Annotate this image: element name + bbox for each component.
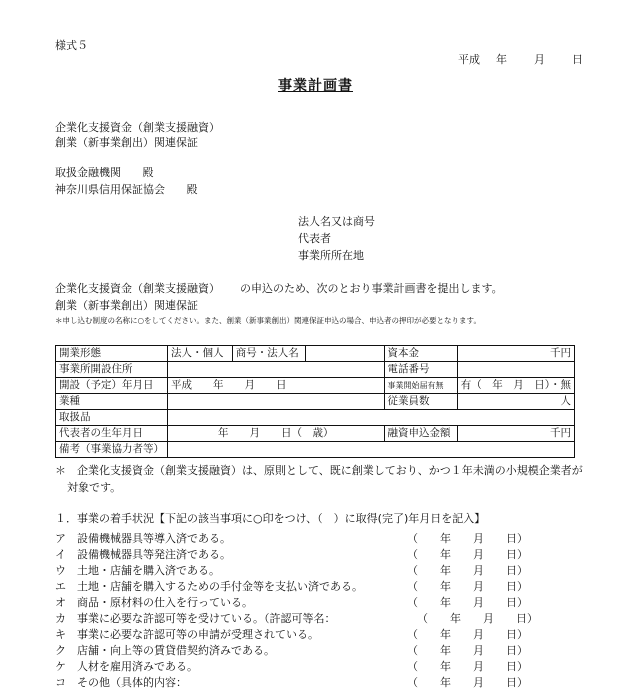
table-row	[56, 426, 575, 442]
status-item[interactable]	[55, 674, 575, 690]
date-year: 年	[496, 53, 507, 66]
status-key: ク	[55, 644, 66, 657]
status-key: イ	[55, 548, 66, 561]
status-text: 店舗・向上等の賃貸借契約済みである。	[77, 644, 275, 657]
opening-date-field[interactable]: 平成 年 月 日	[168, 378, 385, 394]
status-item[interactable]	[55, 658, 575, 674]
status-date-field[interactable]: （ 年 月 日）	[407, 532, 528, 545]
status-date-field[interactable]: （ 年 月 日）	[407, 660, 528, 673]
date-day: 日	[572, 53, 583, 66]
addressee-honorific: 殿	[186, 183, 198, 196]
program-line-2: 創業（新事業創出）関連保証	[55, 136, 198, 149]
products-label: 取扱品	[56, 410, 168, 426]
table-row	[56, 410, 575, 426]
date-header	[458, 54, 583, 65]
addressee-org: 取扱金融機関	[55, 166, 121, 179]
date-era: 平成	[458, 53, 480, 66]
status-text: 設備機械器具等発注済である。	[77, 548, 231, 561]
status-key: ウ	[55, 564, 66, 577]
start-notice-field[interactable]: 有（ 年 月 日）・無	[457, 378, 574, 394]
status-text: その他（具体的内容：	[77, 676, 187, 689]
office-address-field[interactable]	[168, 362, 385, 378]
status-key: ケ	[55, 660, 66, 673]
rep-dob-label: 代表者の生年月日	[56, 426, 168, 442]
status-text: 設備機械器具等導入済である。	[77, 532, 231, 545]
status-text: 事業に必要な許認可等の申請が受理されている。	[77, 628, 319, 641]
status-item[interactable]	[55, 642, 575, 658]
business-type-option-entity[interactable]: 法人・個人	[168, 346, 233, 362]
office-address-label: 事業所開設住所	[56, 362, 168, 378]
industry-label: 業種	[56, 394, 168, 410]
intro-line-2: 創業（新事業創出）関連保証	[55, 299, 198, 312]
status-date-field[interactable]: （ 年 月 日）	[407, 644, 528, 657]
status-key: キ	[55, 628, 66, 641]
business-type-value-field[interactable]	[305, 346, 384, 362]
capital-label: 資本金	[384, 346, 457, 362]
remarks-label: 備考（事業協力者等）	[56, 442, 168, 458]
applicant-address-label: 事業所所在地	[298, 249, 364, 262]
status-date-field[interactable]: （ 年 月 日）	[407, 628, 528, 641]
status-date-field[interactable]: （ 年 月 日）	[407, 564, 528, 577]
footnote-line-1: ＊ 企業化支援資金（創業支援融資）は、原則として、既に創業しており、かつ１年未満の小規模企業者が	[55, 464, 583, 477]
loan-amount-unit: 千円	[550, 427, 571, 439]
status-item[interactable]	[55, 562, 575, 578]
status-date-field[interactable]: （ 年 月 日）	[417, 612, 538, 625]
form-number: 様式５	[55, 39, 88, 52]
status-item[interactable]	[55, 610, 575, 626]
status-date-field[interactable]: （ 年 月 日）	[407, 580, 528, 593]
status-text: 土地・店舗を購入済である。	[77, 564, 220, 577]
employees-field[interactable]	[457, 394, 574, 410]
status-text: 事業に必要な許認可等を受けている。（許認可等名：	[77, 612, 336, 625]
page-title: 事業計画書	[278, 78, 353, 94]
business-type-label: 開業形態	[56, 346, 168, 362]
start-notice-label: 事業開始届有無	[384, 378, 457, 394]
status-item[interactable]	[55, 594, 575, 610]
table-row	[56, 346, 575, 362]
program-line-1: 企業化支援資金（創業支援融資）	[55, 121, 220, 134]
status-item[interactable]	[55, 578, 575, 594]
addressee-guarantee-assoc	[55, 184, 198, 195]
status-text: 人材を雇用済みである。	[77, 660, 198, 673]
remarks-field[interactable]	[168, 442, 575, 458]
phone-field[interactable]	[457, 362, 574, 378]
status-date-field[interactable]: （ 年 月 日）	[407, 596, 528, 609]
addressee-org: 神奈川県信用保証協会	[55, 183, 165, 196]
section-heading: １．事業の着手状況【下記の該当事項に○印をつけ、（ ）に取得(完了)年月日を記入】	[55, 512, 486, 525]
status-key: エ	[55, 580, 66, 593]
status-item[interactable]	[55, 546, 575, 562]
table-row	[56, 362, 575, 378]
status-key: オ	[55, 596, 66, 609]
intro-note: ＊申し込む制度の名称に○をしてください。また、創業（新事業創出）関連保証申込の場合、申込者の押印が必要となります。	[55, 316, 481, 325]
capital-field[interactable]	[457, 346, 574, 362]
loan-amount-label: 融資申込金額	[384, 426, 457, 442]
business-type-option-tradename[interactable]: 商号・法人名	[232, 346, 305, 362]
applicant-name-label: 法人名又は商号	[298, 215, 375, 228]
date-month: 月	[534, 53, 545, 66]
products-field[interactable]	[168, 410, 575, 426]
status-key: ア	[55, 532, 66, 545]
table-row	[56, 378, 575, 394]
status-date-field[interactable]: （ 年 月 日）	[407, 548, 528, 561]
employees-label: 従業員数	[384, 394, 457, 410]
status-key: カ	[55, 612, 66, 625]
table-row	[56, 442, 575, 458]
employees-unit: 人	[560, 395, 571, 407]
applicant-rep-label: 代表者	[298, 232, 331, 245]
loan-amount-field[interactable]	[457, 426, 574, 442]
opening-date-label: 開設（予定）年月日	[56, 378, 168, 394]
addressee-bank	[55, 167, 154, 178]
status-text: 商品・原材料の仕入を行っている。	[77, 596, 253, 609]
status-item[interactable]	[55, 530, 575, 546]
intro-line-1: 企業化支援資金（創業支援融資）	[55, 282, 220, 295]
intro-suffix: の申込のため、次のとおり事業計画書を提出します。	[240, 282, 503, 295]
business-info-table	[55, 345, 575, 458]
addressee-honorific: 殿	[142, 166, 154, 179]
status-item[interactable]	[55, 626, 575, 642]
table-row	[56, 394, 575, 410]
phone-label: 電話番号	[384, 362, 457, 378]
status-text: 土地・店舗を購入するための手付金等を支払い済である。	[77, 580, 363, 593]
rep-dob-field[interactable]: 年 月 日（ 歳）	[168, 426, 385, 442]
footnote-line-2: 対象です。	[67, 481, 122, 494]
industry-field[interactable]	[168, 394, 385, 410]
status-date-field[interactable]: （ 年 月 日）	[407, 676, 528, 689]
status-key: コ	[55, 676, 66, 689]
capital-unit: 千円	[550, 347, 571, 359]
